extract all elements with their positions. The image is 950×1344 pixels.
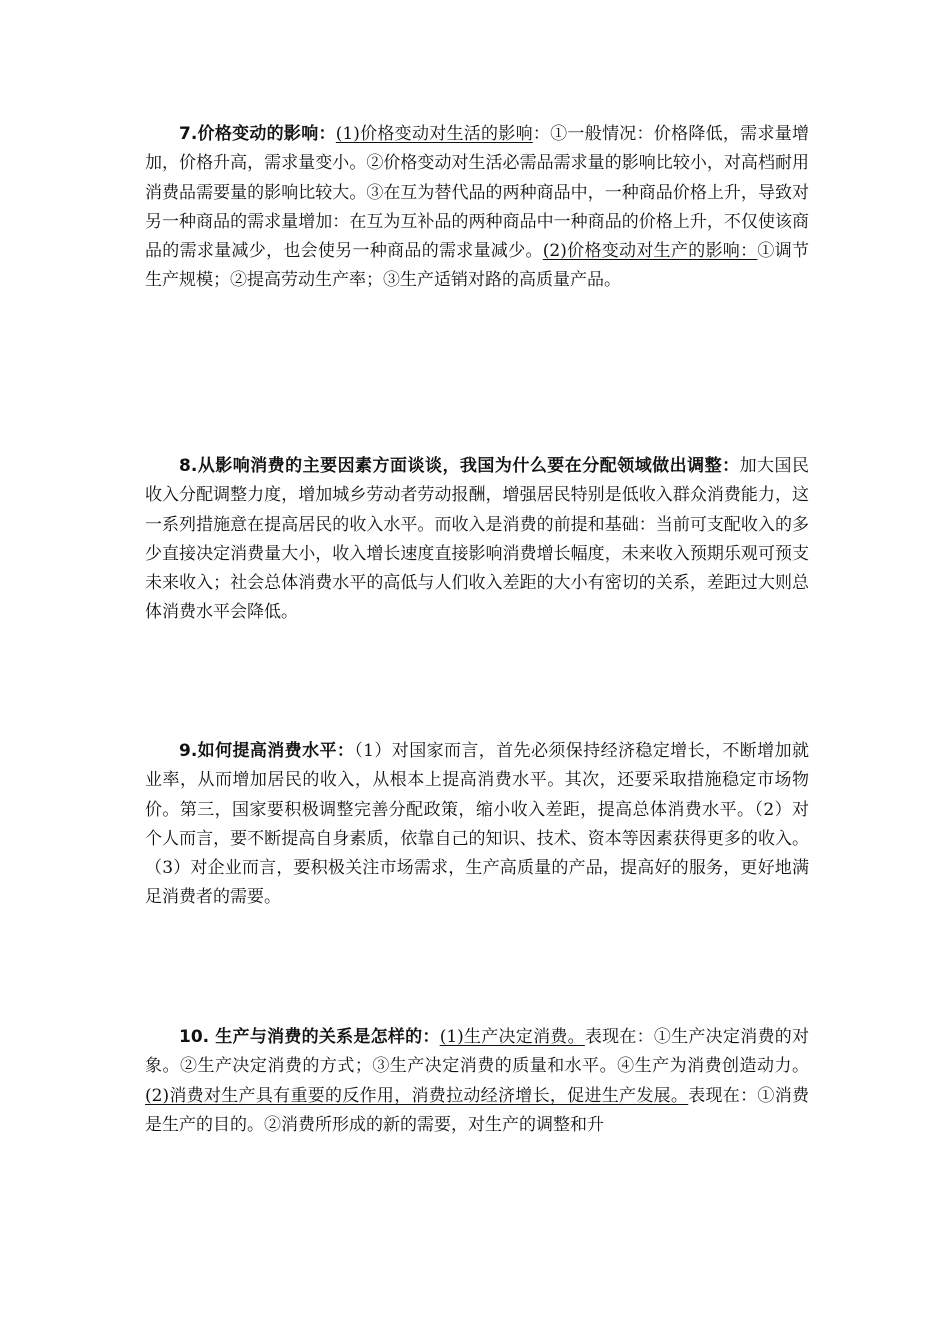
section-10-sub1-text: 表现在：①生产决定消费的对象。②生产决定消费的方式；③生产决定消费的质量和水平。④生产为消费创造动力。	[145, 1027, 809, 1077]
section-10	[145, 1023, 809, 1140]
section-10-sub2-label: (2)消费对生产具有重要的反作用，消费拉动经济增长，促进生产发展。	[145, 1085, 689, 1106]
section-10-heading: 10. 生产与消费的关系是怎样的：	[179, 1027, 440, 1047]
section-7	[145, 120, 809, 296]
section-8-heading: 8.从影响消费的主要因素方面谈谈，我国为什么要在分配领域做出调整：	[179, 456, 740, 476]
section-9-heading: 9.如何提高消费水平：	[179, 741, 355, 761]
section-7-sub1-label: (1)价格变动对生活的影响	[335, 124, 533, 144]
section-7-sep: ：	[318, 124, 336, 144]
section-7-heading: 7.价格变动的影响	[179, 124, 319, 144]
section-7-sub1-text: ：①一般情况：价格降低，需求量增加，价格升高，需求量变小。②价格变动对生活必需品需求量的影响比较小，对高档耐用消费品需要量的影响比较大。③在互为替代品的两种商品中，一种商品价格上升，导致对另一种商品的需求量增加：在互为互补品的两种商品中一种商品的价格上升，不仅使该商品的需求量减少，也会使另一种商品的需求量减少。	[145, 124, 809, 261]
section-10-sub2-text: 表现在：①消费是生产的目的。②消费所形成的新的需要，对生产的调整和升	[145, 1085, 809, 1135]
section-9	[145, 737, 809, 913]
section-7-sub2-label: (2)价格变动对生产的影响：	[542, 241, 758, 261]
section-9-body: （1）对国家而言，首先必须保持经济稳定增长，不断增加就业率，从而增加居民的收入，从根本上提高消费水平。其次，还要采取措施稳定市场物价。第三，国家要积极调整完善分配政策，缩小收入差距，提高总体消费水平。（2）对个人而言，要不断提高自身素质，依靠自己的知识、技术、资本等因素获得更多的收入。（3）对企业而言，要积极关注市场需求，生产高质量的产品，提高好的服务，更好地满足消费者的需要。	[145, 741, 809, 908]
section-7-sub2-text: ①调节生产规模；②提高劳动生产率；③生产适销对路的高质量产品。	[145, 241, 809, 291]
section-10-sub1-label: (1)生产决定消费。	[439, 1027, 585, 1047]
section-8-body: 加大国民收入分配调整力度，增加城乡劳动者劳动报酬，增强居民特别是低收入群众消费能力，这一系列措施意在提高居民的收入水平。而收入是消费的前提和基础：当前可支配收入的多少直接决定消费量大小，收入增长速度直接影响消费增长幅度，未来收入预期乐观可预支未来收入；社会总体消费水平的高低与人们收入差距的大小有密切的关系，差距过大则总体消费水平会降低。	[145, 456, 809, 623]
section-8	[145, 452, 809, 628]
